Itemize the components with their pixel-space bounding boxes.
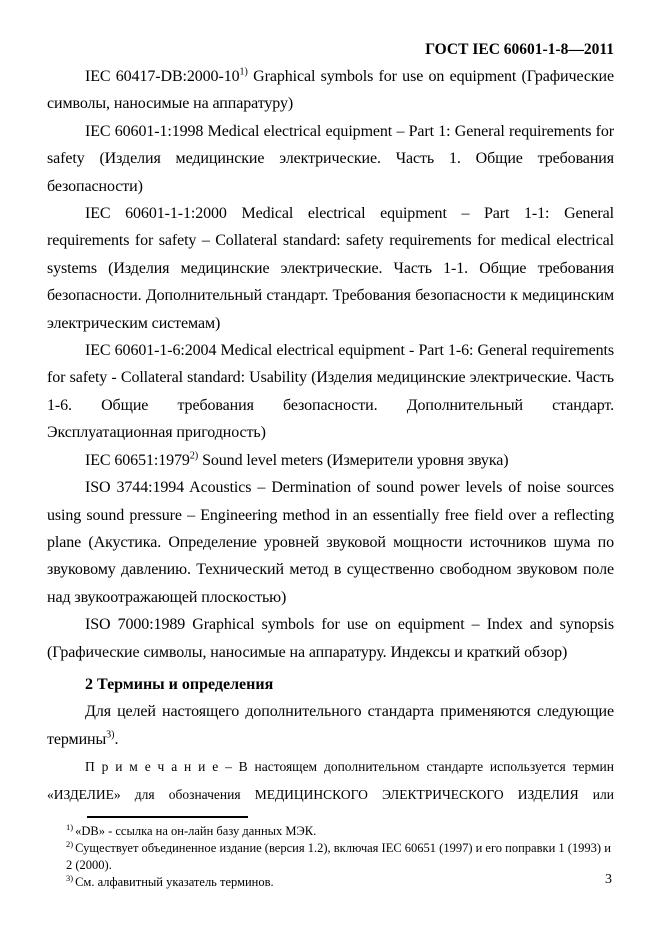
paragraph-iso-3744: ISO 3744:1994 Acoustics – Dermination of sound power levels of noise sources using sound pressure – Engineering method in an essentially free field over a reflecting plane (Акустика. Определение уровней звуковой мощности источников шума по звуковому давлению. Технический метод в существенно свободном звуковом поле над звукоотражающей плоскостью) xyxy=(47,479,614,606)
footnote-marker: 1) xyxy=(66,821,74,832)
section-heading-terms: 2 Термины и определения xyxy=(85,675,274,693)
reference-text: Sound level meters (Измерители уровня звука) xyxy=(198,451,509,469)
footnote-ref-2: 2) xyxy=(189,450,199,462)
paragraph-iec-60601-1-6: IEC 60601-1-6:2004 Medical electrical equipment - Part 1-6: General requirements for safety - Collateral standard: Usability (Изделия медицинские электрические. Часть 1-6. Общие требования безопасности. Дополнительный стандарт. Эксплуатационная пригодность) xyxy=(47,342,614,442)
footnote-text: См. алфавитный указатель терминов. xyxy=(75,875,274,889)
reference-text: IEC 60417-DB:2000-10 xyxy=(85,68,240,85)
footnote-marker: 3) xyxy=(66,872,74,883)
paragraph-terms-intro xyxy=(47,698,614,753)
note-paragraph: П р и м е ч а н и е – В настоящем дополнительном стандарте используется термин «ИЗДЕЛИЕ» для обозначения МЕДИЦИНСКОГО ЭЛЕКТРИЧЕСКОГО ИЗДЕЛИЯ или xyxy=(47,759,614,802)
paragraph-iec-60651 xyxy=(47,447,614,474)
reference-text: Graphical symbols for use on equipment (Графические символы, наносимые на аппаратуру) xyxy=(47,68,614,113)
paragraph-iec-60417 xyxy=(47,63,614,118)
footnote-text: Существует объединенное издание (версия 1.2), включая IEC 60651 (1997) и его поправки 1 (1993) и 2 (2000). xyxy=(66,841,611,872)
reference-text: IEC 60651:1979 xyxy=(85,451,190,469)
page-number: 3 xyxy=(605,872,612,887)
paragraph-iec-60601-1-1: IEC 60601-1-1:2000 Medical electrical equipment – Part 1-1: General requirements for safety – Collateral standard: safety requirements for medical electrical systems (Изделия медицинские электрические. Часть 1-1. Общие требования безопасности. Дополнительный стандарт. Требования безопасности к медицинским электрическим системам) xyxy=(47,205,614,332)
footnote-separator-rule xyxy=(87,816,248,818)
footnote-marker: 2) xyxy=(66,838,74,849)
intro-text: Для целей настоящего дополнительного стандарта применяются следующие термины xyxy=(47,703,614,748)
paragraph-iec-60601-1: IEC 60601-1:1998 Medical electrical equipment – Part 1: General requirements for safety (Изделия медицинские электрические. Часть 1. Общие требования безопасности) xyxy=(47,122,614,195)
page-header-doc-number: ГОСТ IEC 60601-1-8—2011 xyxy=(425,41,614,58)
footnote-text: «DB» - ссылка на он-лайн базу данных МЭК. xyxy=(75,824,317,838)
footnote-ref-3: 3) xyxy=(106,729,115,741)
document-body xyxy=(47,63,614,808)
paragraph-iso-7000: ISO 7000:1989 Graphical symbols for use on equipment – Index and synopsis (Графические символы, наносимые на аппаратуру. Индексы и краткий обзор) xyxy=(47,616,614,661)
footnotes-section xyxy=(47,816,614,891)
footnote-ref-1: 1) xyxy=(239,66,248,78)
footnote-1 xyxy=(47,823,614,840)
footnote-2 xyxy=(47,840,614,874)
intro-text: . xyxy=(114,730,119,748)
footnote-3 xyxy=(47,874,614,891)
